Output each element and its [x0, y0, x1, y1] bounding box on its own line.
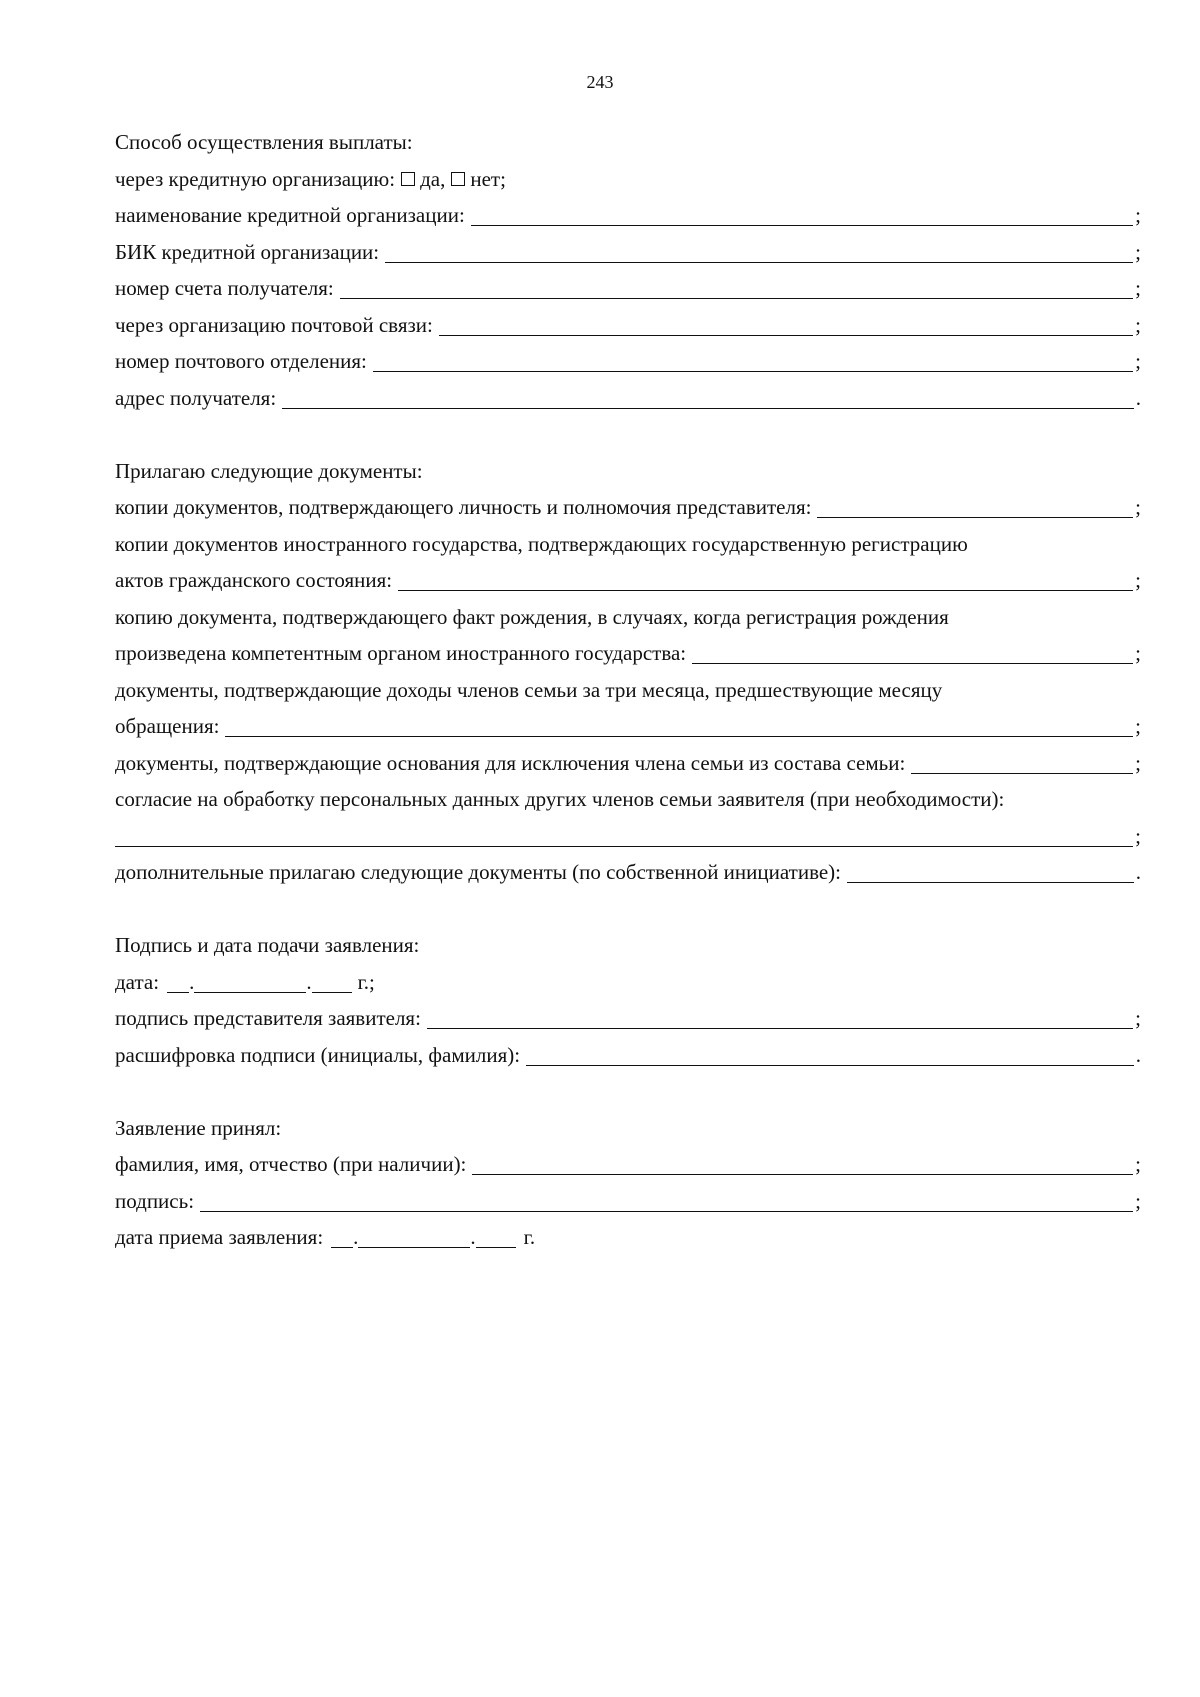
decode-field[interactable] — [526, 1064, 1134, 1066]
doc4b-line — [115, 708, 1141, 745]
doc3-label-part2: произведена компетентным органом иностранного государства: — [115, 641, 687, 665]
line-end-semicolon: ; — [1135, 312, 1141, 337]
accept-year-suffix: г. — [523, 1225, 536, 1249]
bik-label: БИК кредитной организации: — [115, 239, 380, 264]
address-line — [115, 380, 1141, 417]
doc2b-line — [115, 562, 1141, 599]
line-end-semicolon: ; — [1135, 641, 1141, 665]
fio-line — [115, 1146, 1141, 1183]
checkbox-no-icon[interactable] — [451, 172, 465, 186]
post-office-line — [115, 343, 1141, 380]
date-separator: . — [306, 969, 312, 994]
account-label: номер счета получателя: — [115, 276, 334, 300]
accept-day-field[interactable] — [331, 1246, 353, 1248]
line-end-semicolon: ; — [1135, 1152, 1141, 1176]
line-end-period: . — [1135, 1042, 1141, 1067]
rep-sign-label: подпись представителя заявителя: — [115, 1006, 421, 1030]
doc3a-line — [115, 599, 1141, 636]
line-end-semicolon: ; — [1135, 750, 1141, 775]
signature-heading: Подпись и дата подачи заявления: — [115, 933, 420, 957]
section-spacer — [115, 416, 1141, 453]
bank-name-line — [115, 197, 1141, 234]
doc3-label-part1: копию документа, подтверждающего факт рождения, в случаях, когда регистрация рождения — [115, 604, 949, 629]
date-day-field[interactable] — [167, 991, 189, 993]
doc7-label: дополнительные прилагаю следующие документы (по собственной инициативе): — [115, 860, 842, 884]
account-field[interactable] — [340, 297, 1133, 299]
fio-label: фамилия, имя, отчество (при наличии): — [115, 1152, 467, 1176]
accept-date-line — [115, 1219, 1141, 1256]
option-no-label: нет; — [470, 166, 506, 191]
bank-name-field[interactable] — [471, 224, 1133, 226]
signature-heading-line — [115, 927, 1141, 964]
post-line — [115, 307, 1141, 344]
line-end-semicolon: ; — [1135, 1188, 1141, 1213]
line-end-semicolon: ; — [1135, 1006, 1141, 1030]
line-end-semicolon: ; — [1135, 349, 1141, 373]
doc5-field[interactable] — [911, 772, 1133, 774]
checkbox-yes-icon[interactable] — [401, 172, 415, 186]
doc4-field[interactable] — [225, 735, 1133, 737]
doc2-label-part1: копии документов иностранного государства, подтверждающих государственную регистрацию — [115, 531, 968, 556]
accept-year-field[interactable] — [476, 1246, 516, 1248]
doc3-field[interactable] — [692, 662, 1133, 664]
credit-org-line — [115, 161, 1141, 198]
date-label: дата: — [115, 969, 160, 994]
doc6-field-line — [115, 818, 1141, 855]
doc3b-line — [115, 635, 1141, 672]
line-end-semicolon: ; — [1135, 239, 1141, 264]
doc6-field[interactable] — [115, 845, 1133, 847]
section-spacer — [115, 891, 1141, 928]
date-separator: . — [189, 969, 195, 994]
doc2-field[interactable] — [398, 589, 1133, 591]
post-office-label: номер почтового отделения: — [115, 349, 367, 373]
doc2a-line — [115, 526, 1141, 563]
doc4-label-part1: документы, подтверждающие доходы членов семьи за три месяца, предшествующие месяцу — [115, 677, 943, 702]
date-separator: . — [470, 1225, 476, 1249]
date-separator: . — [353, 1225, 359, 1249]
decode-line — [115, 1037, 1141, 1074]
line-end-period: . — [1135, 860, 1141, 884]
doc5-line — [115, 745, 1141, 782]
doc1-label: копии документов, подтверждающего личность и полномочия представителя: — [115, 495, 812, 519]
accept-date-label: дата приема заявления: — [115, 1225, 324, 1249]
rep-sign-field[interactable] — [427, 1027, 1133, 1029]
doc6-label: согласие на обработку персональных данных других членов семьи заявителя (при необходимости): — [115, 787, 1005, 811]
payment-heading-line — [115, 124, 1141, 161]
payment-heading: Способ осуществления выплаты: — [115, 130, 413, 154]
line-end-semicolon: ; — [1135, 276, 1141, 300]
doc7-line — [115, 854, 1141, 891]
doc1-line — [115, 489, 1141, 526]
doc7-field[interactable] — [847, 881, 1134, 883]
doc4a-line — [115, 672, 1141, 709]
page-number: 243 — [586, 72, 614, 92]
account-line — [115, 270, 1141, 307]
decode-label: расшифровка подписи (инициалы, фамилия): — [115, 1042, 521, 1067]
doc6-line — [115, 781, 1141, 818]
address-label: адрес получателя: — [115, 385, 277, 410]
rep-sign-line — [115, 1000, 1141, 1037]
line-end-semicolon: ; — [1135, 823, 1141, 848]
form-body — [115, 124, 1141, 1256]
doc4-label-part2: обращения: — [115, 714, 220, 738]
post-office-field[interactable] — [373, 370, 1133, 372]
date-line — [115, 964, 1141, 1001]
date-year-suffix: г.; — [357, 969, 375, 994]
accept-sign-label: подпись: — [115, 1188, 195, 1213]
accept-sign-field[interactable] — [200, 1210, 1133, 1212]
doc5-label: документы, подтверждающие основания для исключения члена семьи из состава семьи: — [115, 750, 906, 775]
bank-name-label: наименование кредитной организации: — [115, 203, 465, 227]
date-year-field[interactable] — [312, 991, 352, 993]
documents-heading: Прилагаю следующие документы: — [115, 458, 423, 483]
date-month-field[interactable] — [194, 991, 306, 993]
doc2-label-part2: актов гражданского состояния: — [115, 568, 393, 592]
credit-org-label: через кредитную организацию: — [115, 166, 396, 191]
accept-sign-line — [115, 1183, 1141, 1220]
documents-heading-line — [115, 453, 1141, 490]
line-end-semicolon: ; — [1135, 568, 1141, 592]
line-end-semicolon: ; — [1135, 495, 1141, 519]
post-field[interactable] — [439, 334, 1133, 336]
option-yes-label: да, — [420, 166, 446, 191]
line-end-period: . — [1135, 385, 1141, 410]
bik-field[interactable] — [385, 261, 1133, 263]
accepted-heading: Заявление принял: — [115, 1115, 282, 1140]
accept-month-field[interactable] — [358, 1246, 470, 1248]
line-end-semicolon: ; — [1135, 714, 1141, 738]
section-spacer — [115, 1073, 1141, 1110]
address-field[interactable] — [282, 407, 1134, 409]
doc1-field[interactable] — [817, 516, 1133, 518]
accepted-heading-line — [115, 1110, 1141, 1147]
fio-field[interactable] — [472, 1173, 1133, 1175]
post-label: через организацию почтовой связи: — [115, 312, 433, 337]
line-end-semicolon: ; — [1135, 203, 1141, 227]
bik-line — [115, 234, 1141, 271]
